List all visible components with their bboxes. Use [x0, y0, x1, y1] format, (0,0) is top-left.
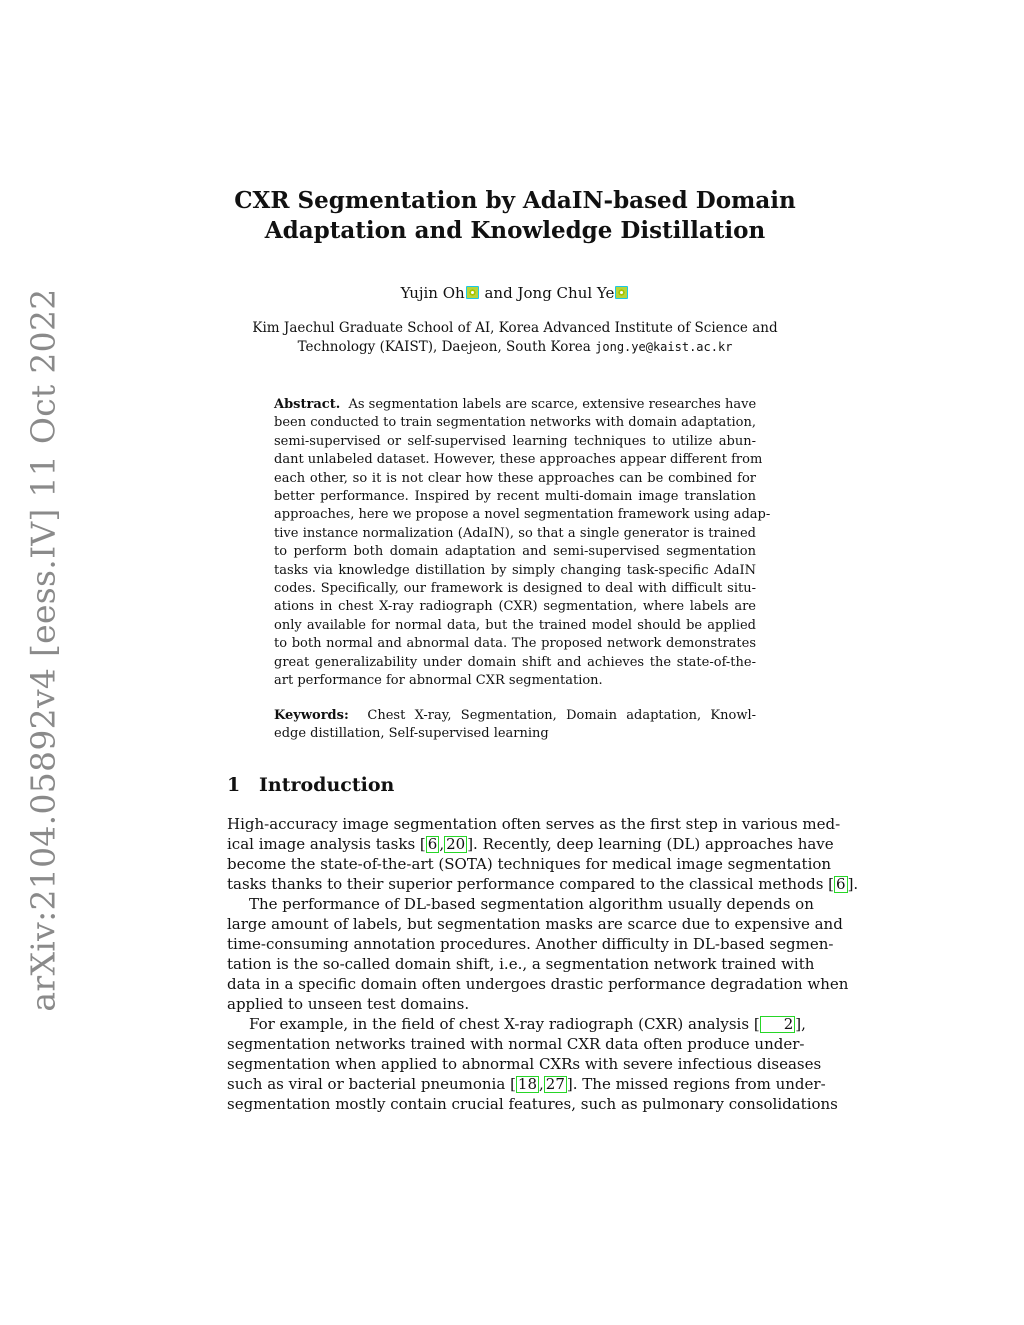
citation-link[interactable]: 20 [446, 835, 466, 853]
orcid-icon[interactable] [615, 286, 628, 299]
abstract-line: been conducted to train segmentation networks with domain adaptation, [274, 415, 756, 431]
keywords-line: edge distillation, Self-supervised learning [274, 726, 549, 742]
abstract-line: tasks via knowledge distillation by simply changing task-specific AdaIN [274, 562, 756, 578]
affiliation-line: Kim Jaechul Graduate School of AI, Korea Advanced Institute of Science and [252, 320, 778, 336]
citation-link[interactable]: 6 [836, 875, 846, 893]
affiliation-line: Technology (KAIST), Daejeon, South Korea [297, 339, 591, 355]
orcid-icon[interactable] [466, 286, 479, 299]
body-line: become the state-of-the-art (SOTA) techniques for medical image segmentation [227, 855, 832, 873]
body-text-fragment: ]. Recently, deep learning (DL) approaches have [467, 835, 834, 853]
title-line: Adaptation and Knowledge Distillation [264, 217, 766, 244]
body-line: segmentation mostly contain crucial features, such as pulmonary consolidations [227, 1095, 838, 1113]
affiliation [200, 319, 830, 357]
citation-link[interactable]: 6 [427, 835, 438, 853]
abstract-line: codes. Specifically, our framework is designed to deal with difficult situ- [274, 581, 756, 597]
body-line: time-consuming annotation procedures. Another difficulty in DL-based segmen- [227, 935, 834, 953]
body-text-fragment: such as viral or bacterial pneumonia [ [227, 1075, 516, 1093]
section-number: 1 [227, 774, 241, 796]
section-heading [227, 773, 394, 797]
body-text-fragment: For example, in the field of chest X-ray radiograph (CXR) analysis [ [249, 1015, 760, 1033]
body-line: tation is the so-called domain shift, i.e., a segmentation network trained with [227, 955, 815, 973]
abstract-line: dant unlabeled dataset. However, these approaches appear different from [274, 452, 763, 468]
body-line: High-accuracy image segmentation often serves as the first step in various med- [227, 815, 841, 833]
keywords-line: Chest X-ray, Segmentation, Domain adaptation, Knowl- [367, 708, 757, 723]
body-line: The performance of DL-based segmentation algorithm usually depends on [249, 895, 814, 913]
abstract-line: better performance. Inspired by recent multi-domain image translation [274, 489, 756, 505]
abstract-line: ations in chest X-ray radiograph (CXR) segmentation, where labels are [274, 599, 756, 615]
author-email: jong.ye@kaist.ac.kr [595, 340, 733, 354]
abstract-line: only available for normal data, but the trained model should be applied [274, 617, 756, 633]
section-title: Introduction [259, 774, 395, 796]
abstract-line: art performance for abnormal CXR segmentation. [274, 673, 603, 689]
paper-title [180, 186, 850, 246]
body-text-fragment: ical image analysis tasks [ [227, 835, 426, 853]
author-name: Jong Chul Ye [517, 284, 615, 302]
abstract-line: to perform both domain adaptation and semi-supervised segmentation [274, 544, 756, 560]
body-line: segmentation networks trained with normal CXR data often produce under- [227, 1035, 805, 1053]
abstract-line: As segmentation labels are scarce, extensive researches have [348, 397, 757, 412]
abstract [274, 396, 771, 691]
abstract-line: to both normal and abnormal data. The proposed network demonstrates [274, 636, 756, 652]
abstract-line: great generalizability under domain shift and achieves the state-of-the- [274, 654, 756, 670]
title-line: CXR Segmentation by AdaIN-based Domain [234, 187, 796, 214]
body-text: High-accuracy image segmentation often serves as the first step in various med- ical image analysis tasks [ 6 , 20 ]. Recently, deep learning (DL) approaches have become the state-of-the-art (SOTA) techniques for medical image segmentation tasks thanks to their superior performance compared to the classical methods [ 6 ]. The performance of DL-based segmentation algorithm usually depends on large amount of labels, but segmentation masks are scarce due to expensive and time-consuming annotation procedures. Another difficulty in DL-based segmen- tation is the so-called domain shift, i.e., a segmentation network trained with data in a specific domain often undergoes drastic performance degradation when applied to unseen test domains. For example, in the field of chest X-ray radiograph (CXR) analysis [ 2 ], segmentation networks trained with normal CXR data often produce under- segmentation when applied to abnormal CXRs with severe infectious diseases such as viral or bacterial pneumonia [ 18 , 27 ]. The missed regions from under- segmentation mostly contain crucial features, such as pulmonary consolidations [227, 815, 859, 1113]
citation-link[interactable]: 27 [545, 1075, 565, 1093]
author-name: Yujin Oh [400, 284, 465, 302]
keywords [274, 707, 756, 744]
body-text-fragment: ]. The missed regions from under- [566, 1075, 826, 1093]
abstract-line: tive instance normalization (AdaIN), so that a single generator is trained [274, 525, 756, 541]
author-connector: and [484, 284, 513, 302]
abstract-line: each other, so it is not clear how these approaches can be combined for [274, 470, 756, 486]
abstract-line: semi-supervised or self-supervised learning techniques to utilize abun- [274, 433, 756, 449]
citation-link[interactable]: 2 [760, 1016, 796, 1033]
author-list [180, 283, 850, 303]
arxiv-identifier-stamp: arXiv:2104.05892v4 [eess.IV] 11 Oct 2022 [23, 288, 63, 1012]
abstract-label: Abstract. [274, 397, 341, 412]
citation-link[interactable]: 18 [517, 1075, 538, 1093]
keywords-label: Keywords: [274, 708, 349, 723]
body-line: data in a specific domain often undergoes drastic performance degradation when [227, 975, 849, 993]
body-text-fragment: ], [795, 1015, 806, 1033]
body-line: applied to unseen test domains. [227, 995, 470, 1013]
body-text-fragment: ]. [847, 875, 859, 893]
body-line: large amount of labels, but segmentation masks are scarce due to expensive and [227, 915, 843, 933]
body-line: segmentation when applied to abnormal CXRs with severe infectious diseases [227, 1055, 822, 1073]
body-text-fragment: tasks thanks to their superior performance compared to the classical methods [ [227, 875, 835, 893]
abstract-line: approaches, here we propose a novel segmentation framework using adap- [274, 507, 771, 523]
